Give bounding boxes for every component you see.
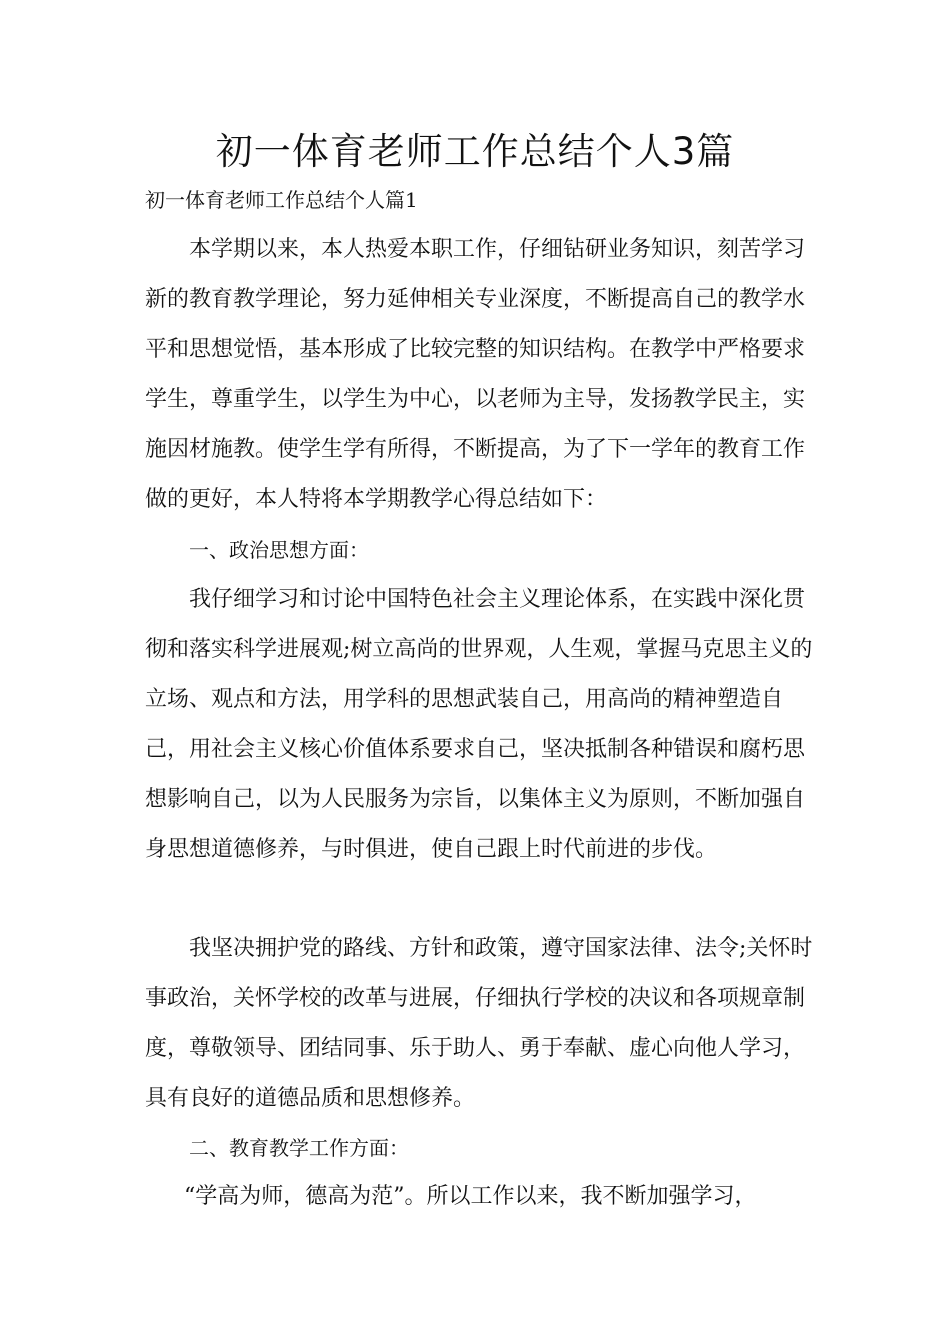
document-title: 初一体育老师工作总结个人3篇	[215, 130, 735, 173]
paragraph-teaching-start: “学高为师，德高为范”。所以工作以来，我不断加强学习，	[184, 1184, 757, 1209]
document-subtitle: 初一体育老师工作总结个人篇1	[145, 188, 418, 212]
section-heading-teaching: 二、教育教学工作方面：	[189, 1136, 409, 1160]
paragraph-politics-2: 我坚决拥护党的路线、方针和政策，遵守国家法律、法令;关怀时事政治，关怀学校的改革与进展，仔细执行学校的决议和各项规章制度，尊敬领导、团结同事、乐于助人、勇于奉献、虚心向他人学习，具有良好的道德品质和思想修养。	[145, 936, 813, 1111]
section-heading-politics: 一、政治思想方面：	[189, 538, 369, 562]
paragraph-politics-1: 我仔细学习和讨论中国特色社会主义理论体系，在实践中深化贯彻和落实科学进展观;树立高尚的世界观，人生观，掌握马克思主义的立场、观点和方法，用学科的思想武装自己，用高尚的精神塑造自己，用社会主义核心价值体系要求自己，坚决抵制各种错误和腐朽思想影响自己，以为人民服务为宗旨，以集体主义为原则，不断加强自身思想道德修养，与时俱进，使自己跟上时代前进的步伐。	[145, 587, 813, 862]
paragraph-intro: 本学期以来，本人热爱本职工作，仔细钻研业务知识，刻苦学习新的教育教学理论，努力延伸相关专业深度，不断提高自己的教学水平和思想觉悟，基本形成了比较完整的知识结构。在教学中严格要求学生，尊重学生，以学生为中心，以老师为主导，发扬教学民主，实施因材施教。使学生学有所得，不断提高，为了下一学年的教育工作做的更好，本人特将本学期教学心得总结如下：	[145, 237, 806, 512]
